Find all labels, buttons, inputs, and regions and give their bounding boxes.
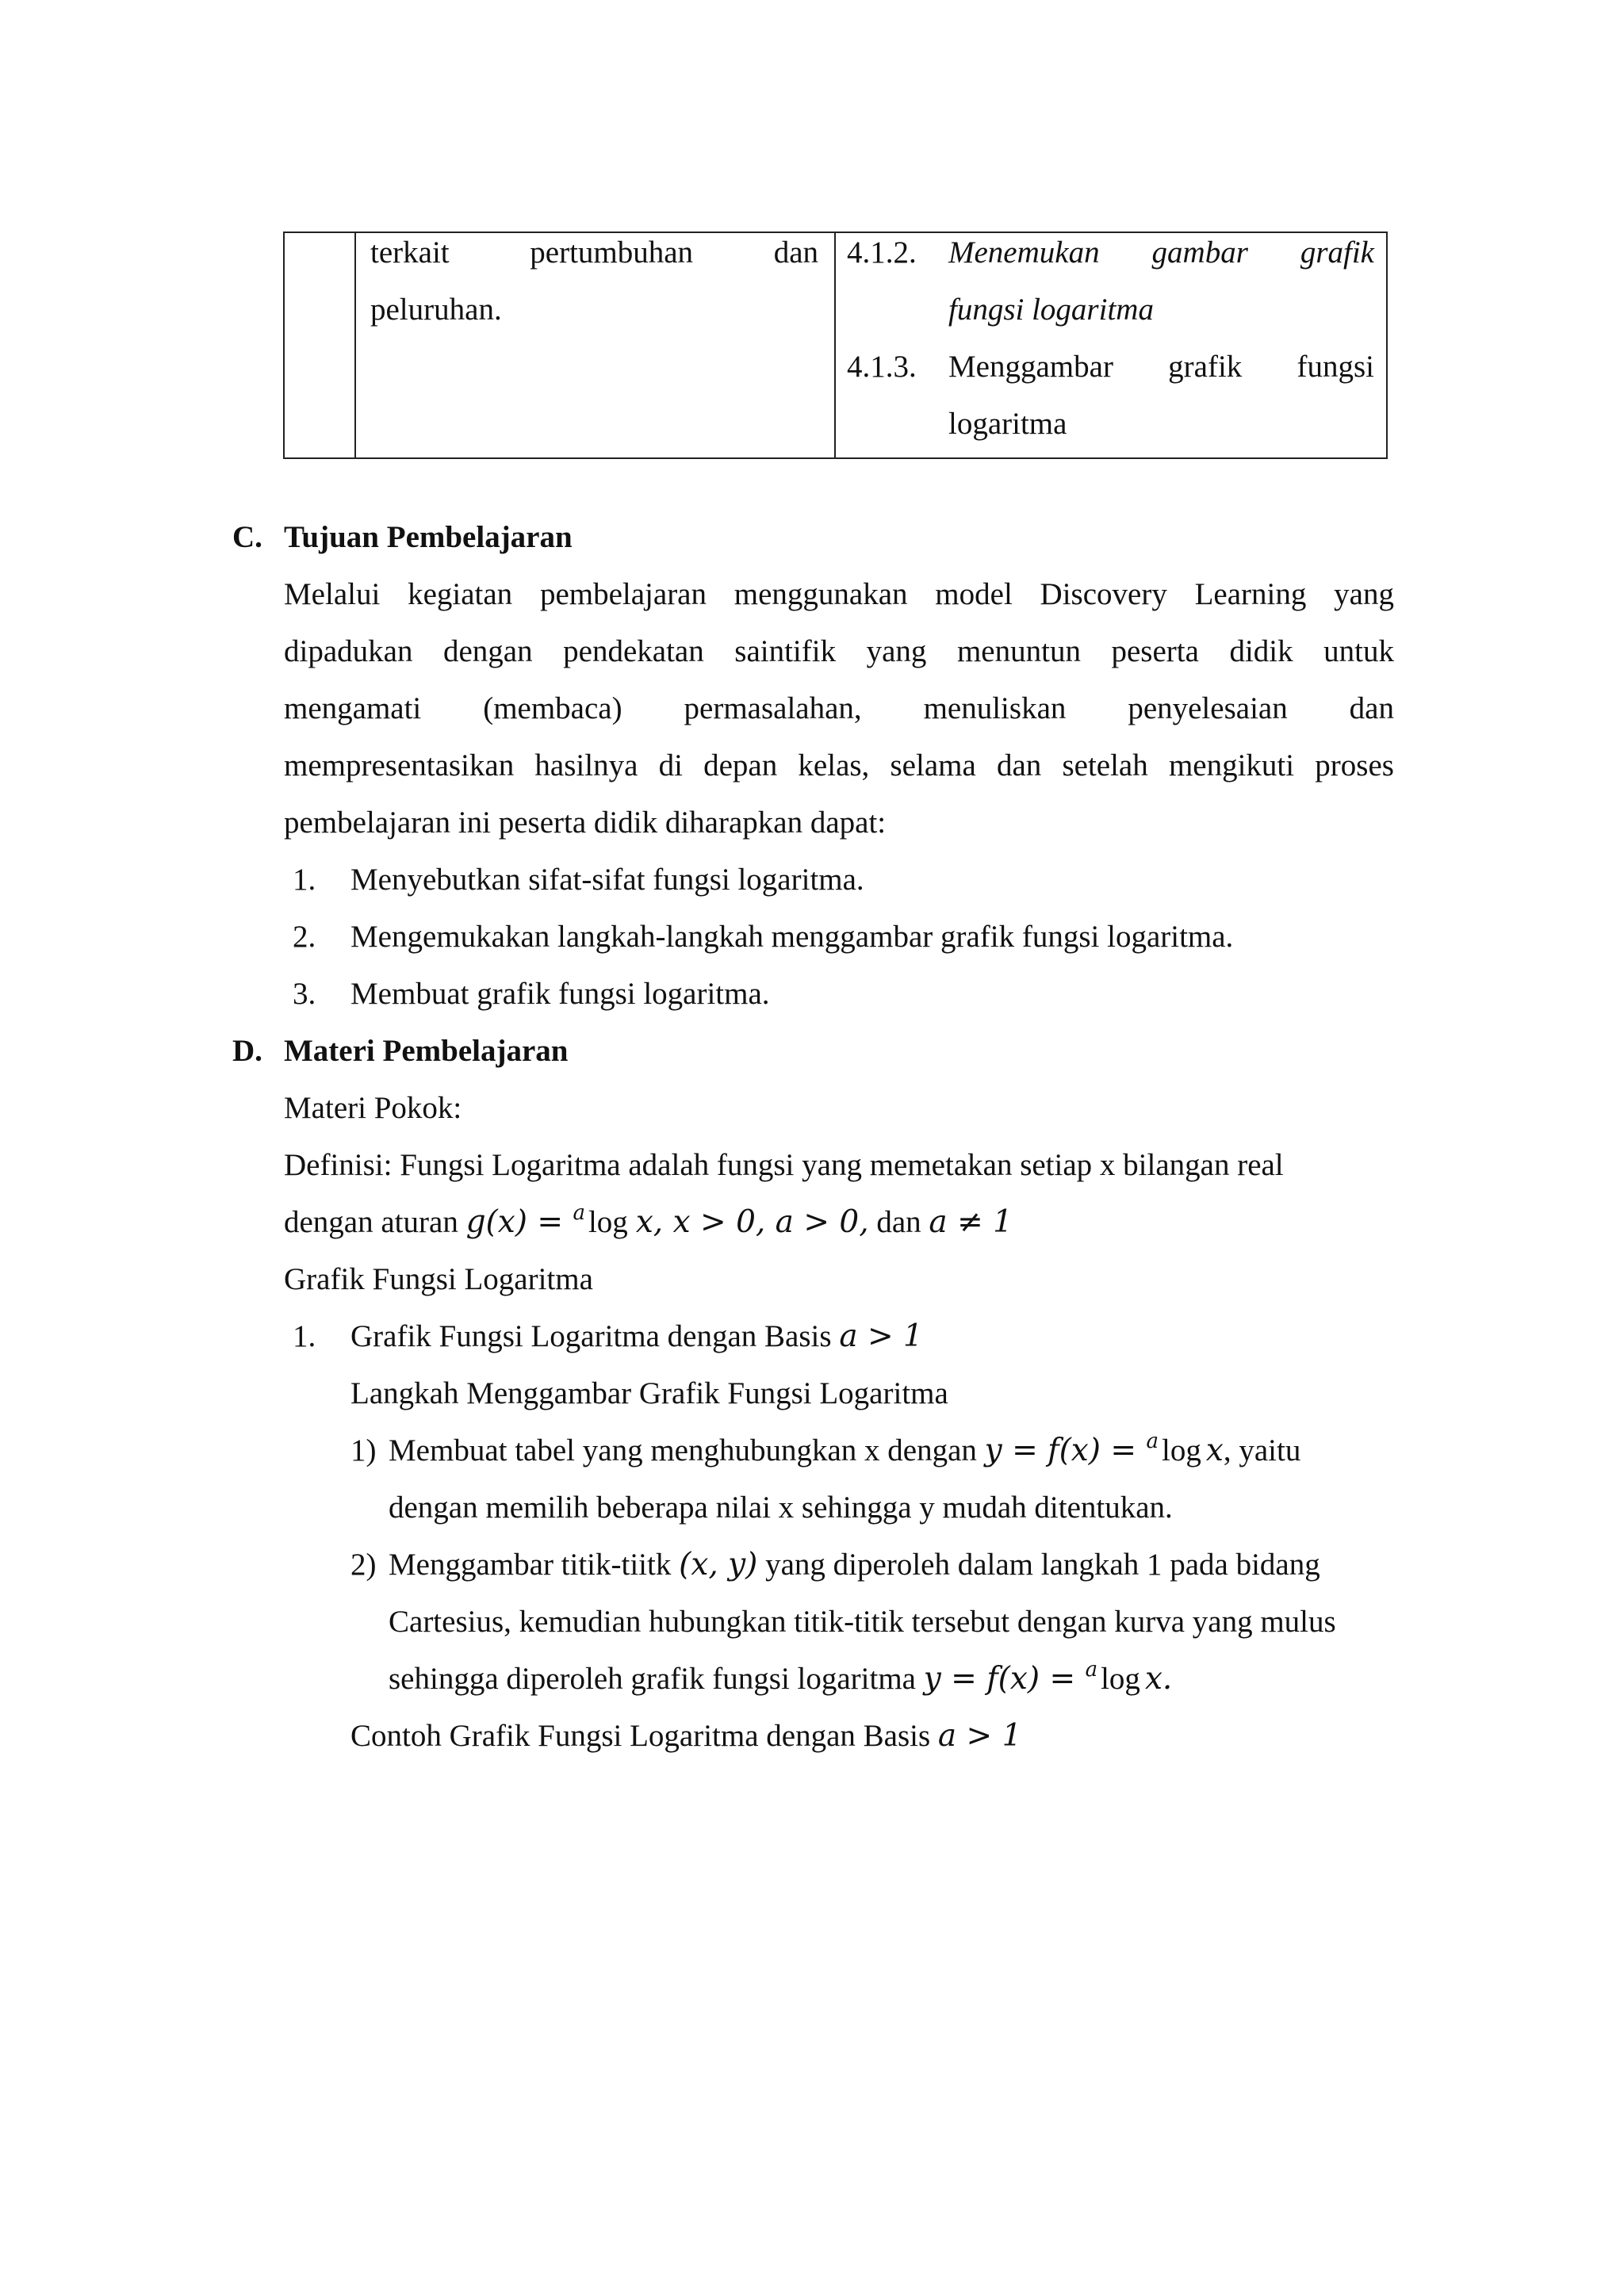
paragraph-word: dan: [996, 748, 1042, 783]
paragraph-word: pendekatan: [563, 634, 704, 668]
definition-line1: Definisi: Fungsi Logaritma adalah fungsi yang memetakan setiap x bilangan real: [284, 1148, 1284, 1182]
list-item-number: 2.: [293, 920, 316, 954]
contoh-heading: [350, 1718, 1021, 1754]
paragraph-word: untuk: [1323, 634, 1394, 668]
grafik-heading: Grafik Fungsi Logaritma: [284, 1262, 593, 1296]
paragraph-word: saintifik: [734, 634, 837, 668]
step-text: sehingga diperoleh grafik fungsi logaritma: [389, 1662, 924, 1696]
table-word: dan: [773, 235, 818, 270]
paragraph-word: di: [658, 748, 683, 783]
section-d-letter: D.: [232, 1034, 262, 1068]
paragraph-word: dipadukan: [284, 634, 413, 668]
definition-line2: [284, 1201, 1013, 1240]
step-1-line1: [389, 1429, 1301, 1468]
table-word: pertumbuhan: [530, 235, 694, 270]
step-formula: y = f(x) =: [984, 1433, 1147, 1468]
paragraph-word: setelah: [1062, 748, 1148, 783]
table-word: gambar: [1151, 235, 1248, 270]
step-formula: x: [1205, 1433, 1224, 1468]
paragraph-word: kelas,: [798, 748, 870, 783]
table-item-number: 4.1.2.: [847, 235, 917, 270]
section-c-paragraph-line3: [284, 691, 1394, 726]
section-c-paragraph-line1: [284, 576, 1394, 612]
table-left-cell-line1: [370, 235, 818, 270]
paragraph-word: Learning: [1194, 577, 1307, 611]
table-column-divider-2: [834, 233, 836, 457]
paragraph-word: menuntun: [956, 634, 1081, 668]
paragraph-word: pembelajaran: [539, 577, 707, 611]
section-d-title: Materi Pembelajaran: [284, 1034, 569, 1068]
materi-pokok-label: Materi Pokok:: [284, 1091, 462, 1125]
table-word: Menemukan: [948, 235, 1100, 270]
list-item-text: Membuat grafik fungsi logaritma.: [350, 977, 770, 1011]
definition-formula: g(x) =: [465, 1204, 573, 1240]
contoh-text: Contoh Grafik Fungsi Logaritma dengan Basis: [350, 1719, 938, 1753]
paragraph-word: didik: [1229, 634, 1293, 668]
definition-formula: x, x > 0, a > 0,: [635, 1204, 869, 1240]
section-c-paragraph-line5: pembelajaran ini peserta didik diharapkan dapat:: [284, 806, 887, 840]
list-item-text: Menyebutkan sifat-sifat fungsi logaritma.: [350, 863, 864, 897]
contoh-formula: a > 1: [937, 1718, 1022, 1754]
step-2-line2: Cartesius, kemudian hubungkan titik-titik tersebut dengan kurva yang mulus: [389, 1605, 1336, 1639]
step-text: Membuat tabel yang menghubungkan x dengan: [389, 1433, 985, 1468]
log-base-superscript: a: [1146, 1429, 1159, 1453]
section-c-paragraph-line4: [284, 748, 1394, 783]
paragraph-word: selama: [890, 748, 976, 783]
table-word: terkait: [370, 235, 450, 270]
paragraph-word: yang: [1334, 577, 1394, 611]
langkah-heading: Langkah Menggambar Grafik Fungsi Logaritma: [350, 1376, 948, 1410]
log-operator: log: [1101, 1662, 1140, 1696]
definition-formula: a ≠ 1: [929, 1204, 1013, 1240]
step-formula: y = f(x) =: [923, 1661, 1086, 1697]
list-item-number: 1.: [293, 863, 316, 897]
step-2-line3: [389, 1658, 1173, 1697]
section-c-title: Tujuan Pembelajaran: [284, 520, 573, 554]
log-base-superscript: a: [573, 1201, 585, 1225]
grafik-item-formula: a > 1: [839, 1318, 923, 1354]
paragraph-word: permasalahan,: [684, 691, 862, 725]
paragraph-word: mengamati: [284, 691, 422, 725]
table-item-2-line1: [948, 349, 1374, 385]
list-item-number: 1.: [293, 1319, 316, 1353]
table-item-2-line2: logaritma: [948, 407, 1067, 441]
paragraph-word: kegiatan: [408, 577, 513, 611]
paragraph-word: depan: [703, 748, 778, 783]
log-operator: log: [588, 1205, 628, 1239]
paragraph-word: Melalui: [284, 577, 381, 611]
step-formula: x.: [1144, 1661, 1173, 1697]
paragraph-word: dengan: [443, 634, 533, 668]
paragraph-word: menuliskan: [923, 691, 1067, 725]
paragraph-word: yang: [866, 634, 927, 668]
log-base-superscript: a: [1085, 1658, 1098, 1682]
section-c-letter: C.: [232, 520, 262, 554]
paragraph-word: mempresentasikan: [284, 748, 515, 783]
table-word: fungsi: [1297, 350, 1374, 384]
paragraph-word: dan: [1349, 691, 1394, 725]
paragraph-word: hasilnya: [534, 748, 638, 783]
step-2-line1: [389, 1547, 1320, 1582]
paragraph-word: penyelesaian: [1128, 691, 1288, 725]
step-formula: (x, y): [679, 1547, 758, 1582]
definition-text: dan: [868, 1205, 929, 1239]
paragraph-word: menggunakan: [733, 577, 908, 611]
table-left-cell-line2: peluruhan.: [370, 293, 502, 327]
step-number: 1): [350, 1433, 377, 1468]
log-operator: log: [1162, 1433, 1201, 1468]
grafik-item-1: [350, 1318, 923, 1354]
paragraph-word: (membaca): [483, 691, 622, 725]
table-item-number: 4.1.3.: [847, 350, 917, 384]
step-number: 2): [350, 1548, 377, 1582]
grafik-item-text: Grafik Fungsi Logaritma dengan Basis: [350, 1319, 840, 1353]
table-column-divider-1: [354, 233, 356, 457]
paragraph-word: peserta: [1111, 634, 1199, 668]
list-item-text: Mengemukakan langkah-langkah menggambar grafik fungsi logaritma.: [350, 920, 1234, 954]
definition-text: dengan aturan: [284, 1205, 466, 1239]
paragraph-word: Discovery: [1040, 577, 1167, 611]
paragraph-word: mengikuti: [1168, 748, 1295, 783]
step-text: Menggambar titik-tiitk: [389, 1548, 680, 1582]
paragraph-word: model: [935, 577, 1013, 611]
list-item-number: 3.: [293, 977, 316, 1011]
step-1-line2: dengan memilih beberapa nilai x sehingga y mudah ditentukan.: [389, 1490, 1173, 1525]
table-item-1-line1: [948, 235, 1374, 270]
section-c-paragraph-line2: [284, 633, 1394, 669]
table-word: grafik: [1168, 350, 1243, 384]
table-word: grafik: [1300, 235, 1374, 270]
paragraph-word: proses: [1315, 748, 1394, 783]
step-text: yang diperoleh dalam langkah 1 pada bidang: [757, 1548, 1320, 1582]
table-word: Menggambar: [948, 350, 1113, 384]
step-text: , yaitu: [1223, 1433, 1301, 1468]
table-item-1-line2: fungsi logaritma: [948, 293, 1154, 327]
